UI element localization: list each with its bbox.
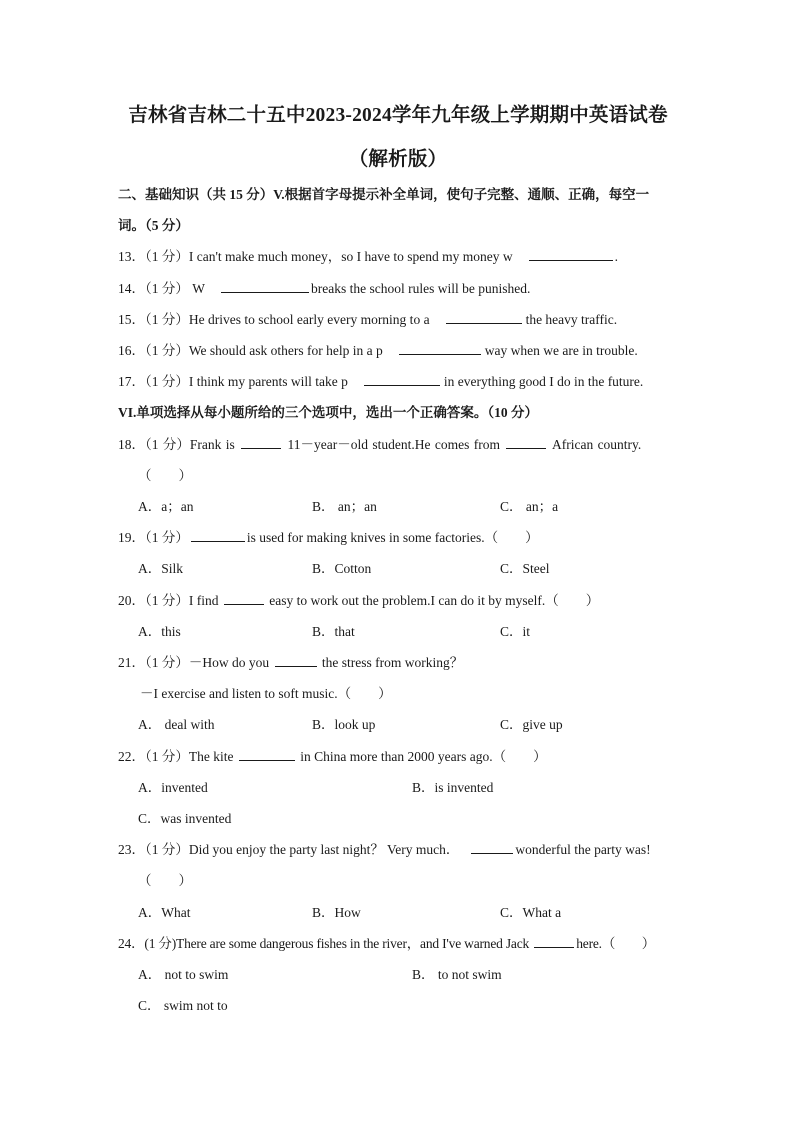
question-text: 21．（1 分）－How do you <box>118 655 270 670</box>
question-text: here.（ ） <box>576 936 656 951</box>
option-a: A．this <box>138 624 181 639</box>
answer-blank <box>399 342 481 355</box>
question-text: 18．（1 分）Frank is <box>118 437 235 452</box>
answer-blank <box>239 748 295 761</box>
option-a: A． not to swim <box>138 967 229 982</box>
answer-blank <box>364 373 440 386</box>
question-text: wonderful the party was! <box>515 842 651 857</box>
question-text: 20．（1 分）I find <box>118 593 219 608</box>
answer-blank <box>506 436 546 449</box>
question-text: in China more than 2000 years ago.（ ） <box>300 749 547 764</box>
question-17 <box>118 373 643 391</box>
option-c: C．was invented <box>138 811 232 826</box>
answer-blank <box>446 311 522 324</box>
option-b: B．Cotton <box>312 561 372 576</box>
question-15 <box>118 311 617 329</box>
question-21-reply: －I exercise and listen to soft music.（ ） <box>140 686 392 701</box>
question-text: 11－year－old student.He comes from <box>287 437 500 452</box>
answer-blank <box>534 935 574 948</box>
question-text: 13．（1 分）I can't make much money，so I have to spend my money w <box>118 249 513 264</box>
option-a: A． deal with <box>138 717 215 732</box>
question-text: easy to work out the problem.I can do it by myself.（ ） <box>269 593 600 608</box>
answer-blank <box>241 436 281 449</box>
question-text: breaks the school rules will be punished. <box>311 281 531 296</box>
question-14 <box>118 280 530 298</box>
question-text: 15．（1 分）He drives to school early every morning to a <box>118 312 430 327</box>
question-text: 19．（1 分） <box>118 530 189 545</box>
option-b: B． an；an <box>312 499 377 514</box>
option-b: B．that <box>312 624 355 639</box>
question-16 <box>118 342 638 360</box>
option-a: A．Silk <box>138 561 184 576</box>
option-a: A．What <box>138 905 191 920</box>
question-24 <box>118 935 655 953</box>
document-subtitle: （解析版） <box>348 149 448 170</box>
option-a: A．invented <box>138 780 208 795</box>
answer-blank <box>529 248 613 261</box>
question-text: way when we are in trouble. <box>484 343 638 358</box>
option-c: C．give up <box>500 717 563 732</box>
question-21 <box>118 654 463 672</box>
option-c: C．What a <box>500 905 562 920</box>
option-c: C． an；a <box>500 499 559 514</box>
option-b: B． to not swim <box>412 967 502 982</box>
question-text: 14．（1 分） W <box>118 281 205 296</box>
question-text: the heavy traffic. <box>525 312 618 327</box>
answer-blank <box>471 841 513 854</box>
answer-blank <box>191 529 245 542</box>
question-text: 16．（1 分）We should ask others for help in a p <box>118 343 383 358</box>
section6-heading: VI.单项选择从每小题所给的三个选项中，选出一个正确答案。（10 分） <box>118 405 539 420</box>
option-b: B．How <box>312 905 361 920</box>
answer-parentheses: （ ） <box>138 468 192 483</box>
question-text: 24．(1 分)There are some dangerous fishes in the river，and I've warned Jack <box>118 936 530 951</box>
answer-parentheses: （ ） <box>138 873 192 888</box>
question-text: 22．（1 分）The kite <box>118 749 234 764</box>
option-c: C． swim not to <box>138 998 228 1013</box>
question-22 <box>118 748 547 766</box>
section2-heading: 二、基础知识（共 15 分）V.根据首字母提示补全单词，使句子完整、通顺、正确，每空一 <box>118 187 650 202</box>
option-a: A．a；an <box>138 499 194 514</box>
question-text: in everything good I do in the future. <box>443 374 644 389</box>
question-text: 17．（1 分）I think my parents will take p <box>118 374 348 389</box>
answer-blank <box>221 280 309 293</box>
question-text: is used for making knives in some factories.（ ） <box>246 530 539 545</box>
question-18 <box>118 436 641 454</box>
document-title: 吉林省吉林二十五中2023-2024学年九年级上学期期中英语试卷 <box>128 105 668 126</box>
option-c: C．it <box>500 624 531 639</box>
answer-blank <box>224 592 264 605</box>
question-13 <box>118 248 618 266</box>
question-text: African country. <box>551 437 642 452</box>
option-c: C．Steel <box>500 561 550 576</box>
question-text: the stress from working？ <box>321 655 464 670</box>
question-text: 23．（1 分）Did you enjoy the party last night？ Very much． <box>118 842 460 857</box>
option-b: B．look up <box>312 717 376 732</box>
answer-blank <box>275 654 317 667</box>
section2-heading-cont: 词。（5 分） <box>118 218 189 233</box>
question-19 <box>118 529 539 547</box>
question-text: . <box>614 249 618 264</box>
option-b: B．is invented <box>412 780 494 795</box>
question-23 <box>118 841 651 859</box>
question-20 <box>118 592 599 610</box>
